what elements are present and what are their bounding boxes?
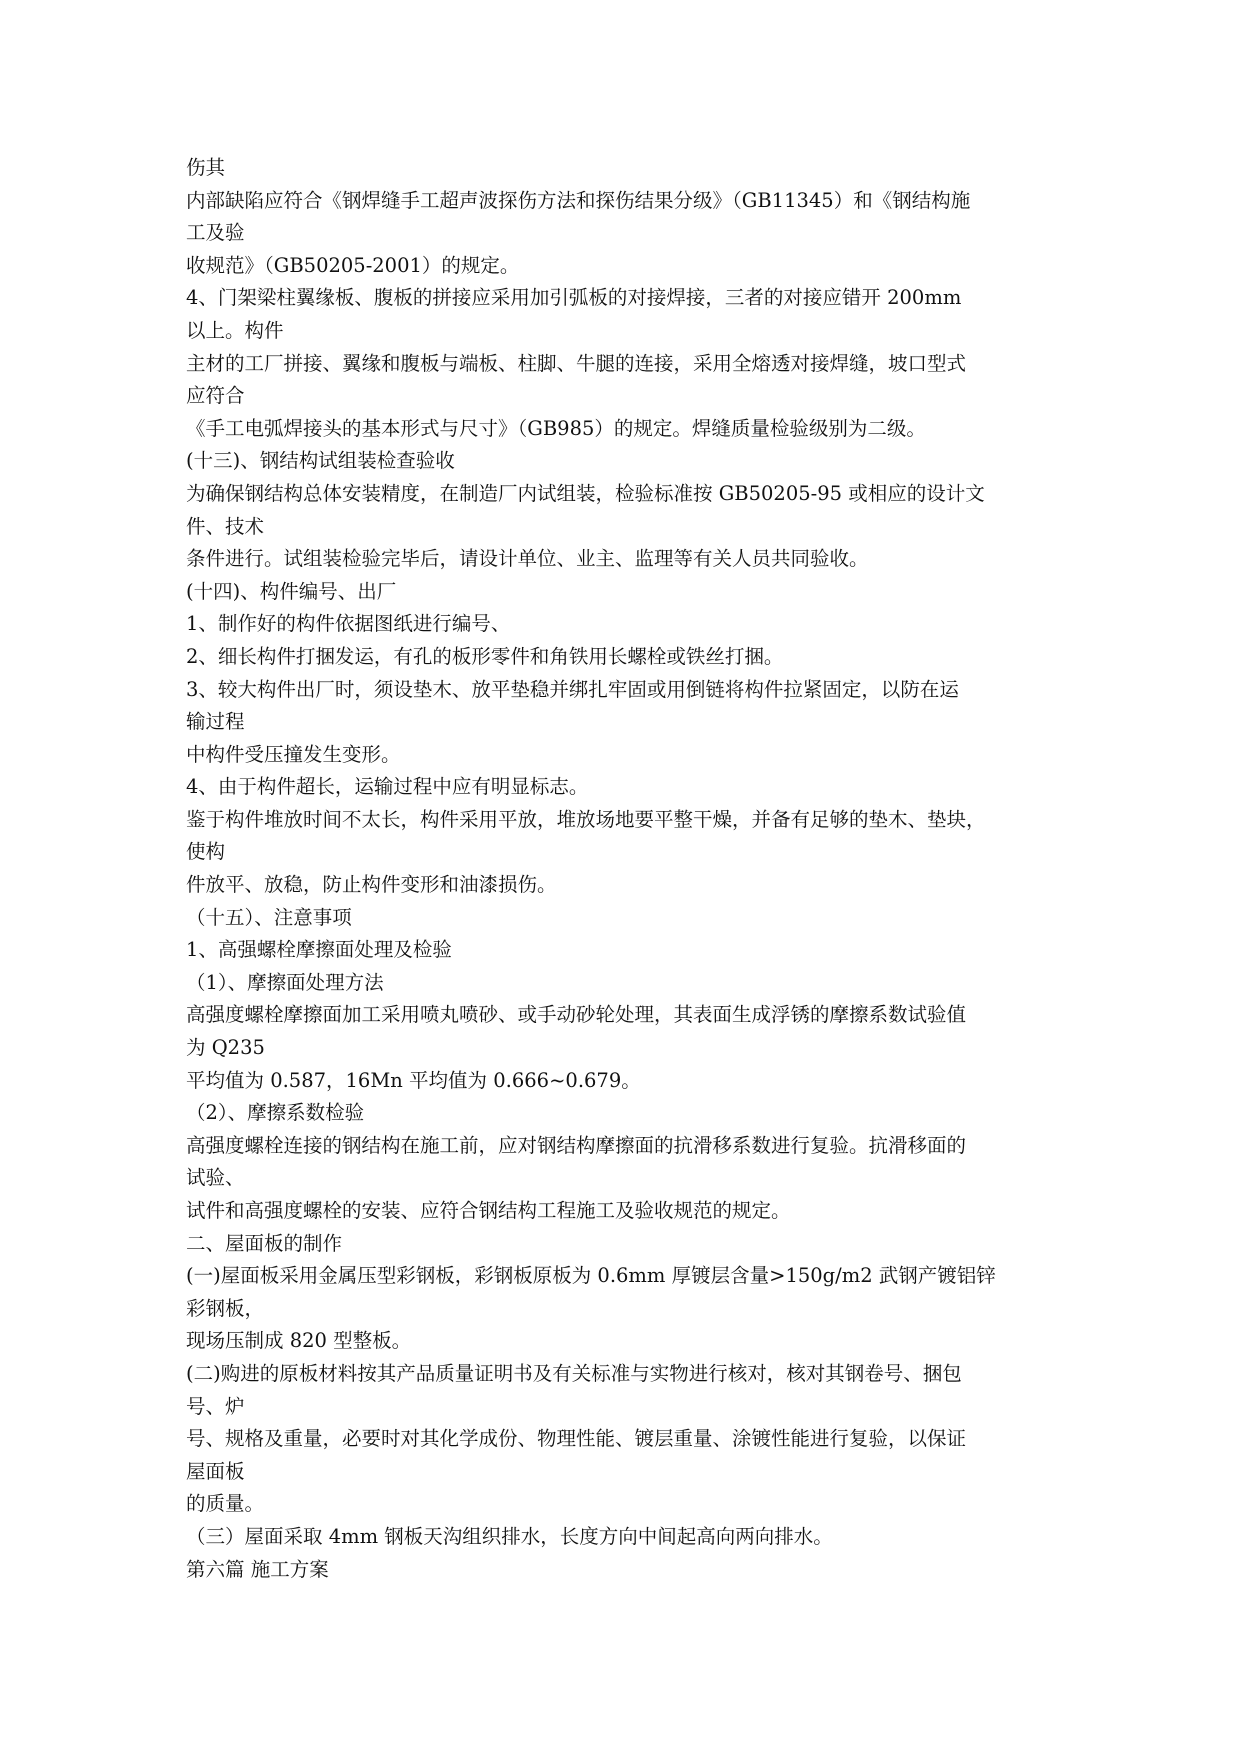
text-line: (二)购进的原板材料按其产品质量证明书及有关标准与实物进行核对，核对其钢卷号、捆包 xyxy=(186,1361,962,1385)
text-line: 彩钢板， xyxy=(186,1296,265,1320)
text-line: 2、细长构件打捆发运，有孔的板形零件和角铁用长螺栓或铁丝打捆。 xyxy=(186,644,784,668)
text-line: 内部缺陷应符合《钢焊缝手工超声波探伤方法和探伤结果分级》（GB11345）和《钢结构施 xyxy=(186,188,971,212)
text-line: 高强度螺栓摩擦面加工采用喷丸喷砂、或手动砂轮处理，其表面生成浮锈的摩擦系数试验值 xyxy=(186,1003,967,1027)
text-line: 高强度螺栓连接的钢结构在施工前，应对钢结构摩擦面的抗滑移系数进行复验。抗滑移面的 xyxy=(186,1133,967,1157)
text-line: 4、门架梁柱翼缘板、腹板的拼接应采用加引弧板的对接焊接，三者的对接应错开 200mm xyxy=(186,286,962,310)
document-body xyxy=(186,152,1066,1586)
text-line: 件放平、放稳，防止构件变形和油漆损伤。 xyxy=(186,873,557,897)
section-heading: （十五）、注意事项 xyxy=(186,905,352,929)
text-line: (一)屋面板采用金属压型彩钢板，彩钢板原板为 0.6mm 厚镀层含量>150g/m2 武钢产镀铝锌 xyxy=(186,1264,996,1288)
text-line: 现场压制成 820 型整板。 xyxy=(186,1329,412,1353)
text-line: 为确保钢结构总体安装精度，在制造厂内试组装，检验标准按 GB50205-95 或相应的设计文 xyxy=(186,481,985,505)
text-line: 件、技术 xyxy=(186,514,265,538)
text-line: 以上。构件 xyxy=(186,318,284,342)
text-line: 条件进行。试组装检验完毕后，请设计单位、业主、监理等有关人员共同验收。 xyxy=(186,547,869,571)
text-line: 主材的工厂拼接、翼缘和腹板与端板、柱脚、牛腿的连接，采用全熔透对接焊缝，坡口型式 xyxy=(186,351,967,375)
text-line: 号、炉 xyxy=(186,1394,245,1418)
text-line: 号、规格及重量，必要时对其化学成份、物理性能、镀层重量、涂镀性能进行复验，以保证 xyxy=(186,1427,967,1451)
text-line: 使构 xyxy=(186,840,226,864)
text-line: （三）屋面采取 4mm 钢板天沟组织排水，长度方向中间起高向两向排水。 xyxy=(186,1524,833,1548)
text-line: 伤其 xyxy=(186,156,226,179)
text-line: 输过程 xyxy=(186,710,245,734)
text-line: 1、高强螺栓摩擦面处理及检验 xyxy=(186,938,452,962)
text-line: 为 Q235 xyxy=(186,1036,265,1060)
text-line: 鉴于构件堆放时间不太长，构件采用平放，堆放场地要平整干燥，并备有足够的垫木、垫块， xyxy=(186,807,986,831)
text-line: 工及验 xyxy=(186,221,245,245)
text-line: 屋面板 xyxy=(186,1459,245,1483)
text-line: 收规范》（GB50205-2001）的规定。 xyxy=(186,253,520,277)
text-line: （2）、摩擦系数检验 xyxy=(186,1101,365,1125)
text-line: 应符合 xyxy=(186,384,245,408)
text-line: 平均值为 0.587，16Mn 平均值为 0.666~0.679。 xyxy=(186,1068,641,1092)
section-heading: (十三)、钢结构试组装检查验收 xyxy=(186,449,455,473)
text-line: 4、由于构件超长，运输过程中应有明显标志。 xyxy=(186,775,589,799)
text-line: 中构件受压撞发生变形。 xyxy=(186,742,401,766)
section-heading: (十四)、构件编号、出厂 xyxy=(186,579,397,603)
text-line: 试件和高强度螺栓的安装、应符合钢结构工程施工及验收规范的规定。 xyxy=(186,1199,791,1222)
text-line: 1、制作好的构件依据图纸进行编号、 xyxy=(186,612,511,636)
text-line: 试验、 xyxy=(186,1166,245,1190)
section-heading: 二、屋面板的制作 xyxy=(186,1231,343,1255)
text-line: 的质量。 xyxy=(186,1492,265,1516)
text-line: （1）、摩擦面处理方法 xyxy=(186,970,384,994)
text-line: 《手工电弧焊接头的基本形式与尺寸》（GB985）的规定。焊缝质量检验级别为二级。 xyxy=(186,416,926,440)
text-line: 3、较大构件出厂时，须设垫木、放平垫稳并绑扎牢固或用倒链将构件拉紧固定，以防在运 xyxy=(186,677,959,701)
section-heading: 第六篇 施工方案 xyxy=(186,1557,329,1581)
